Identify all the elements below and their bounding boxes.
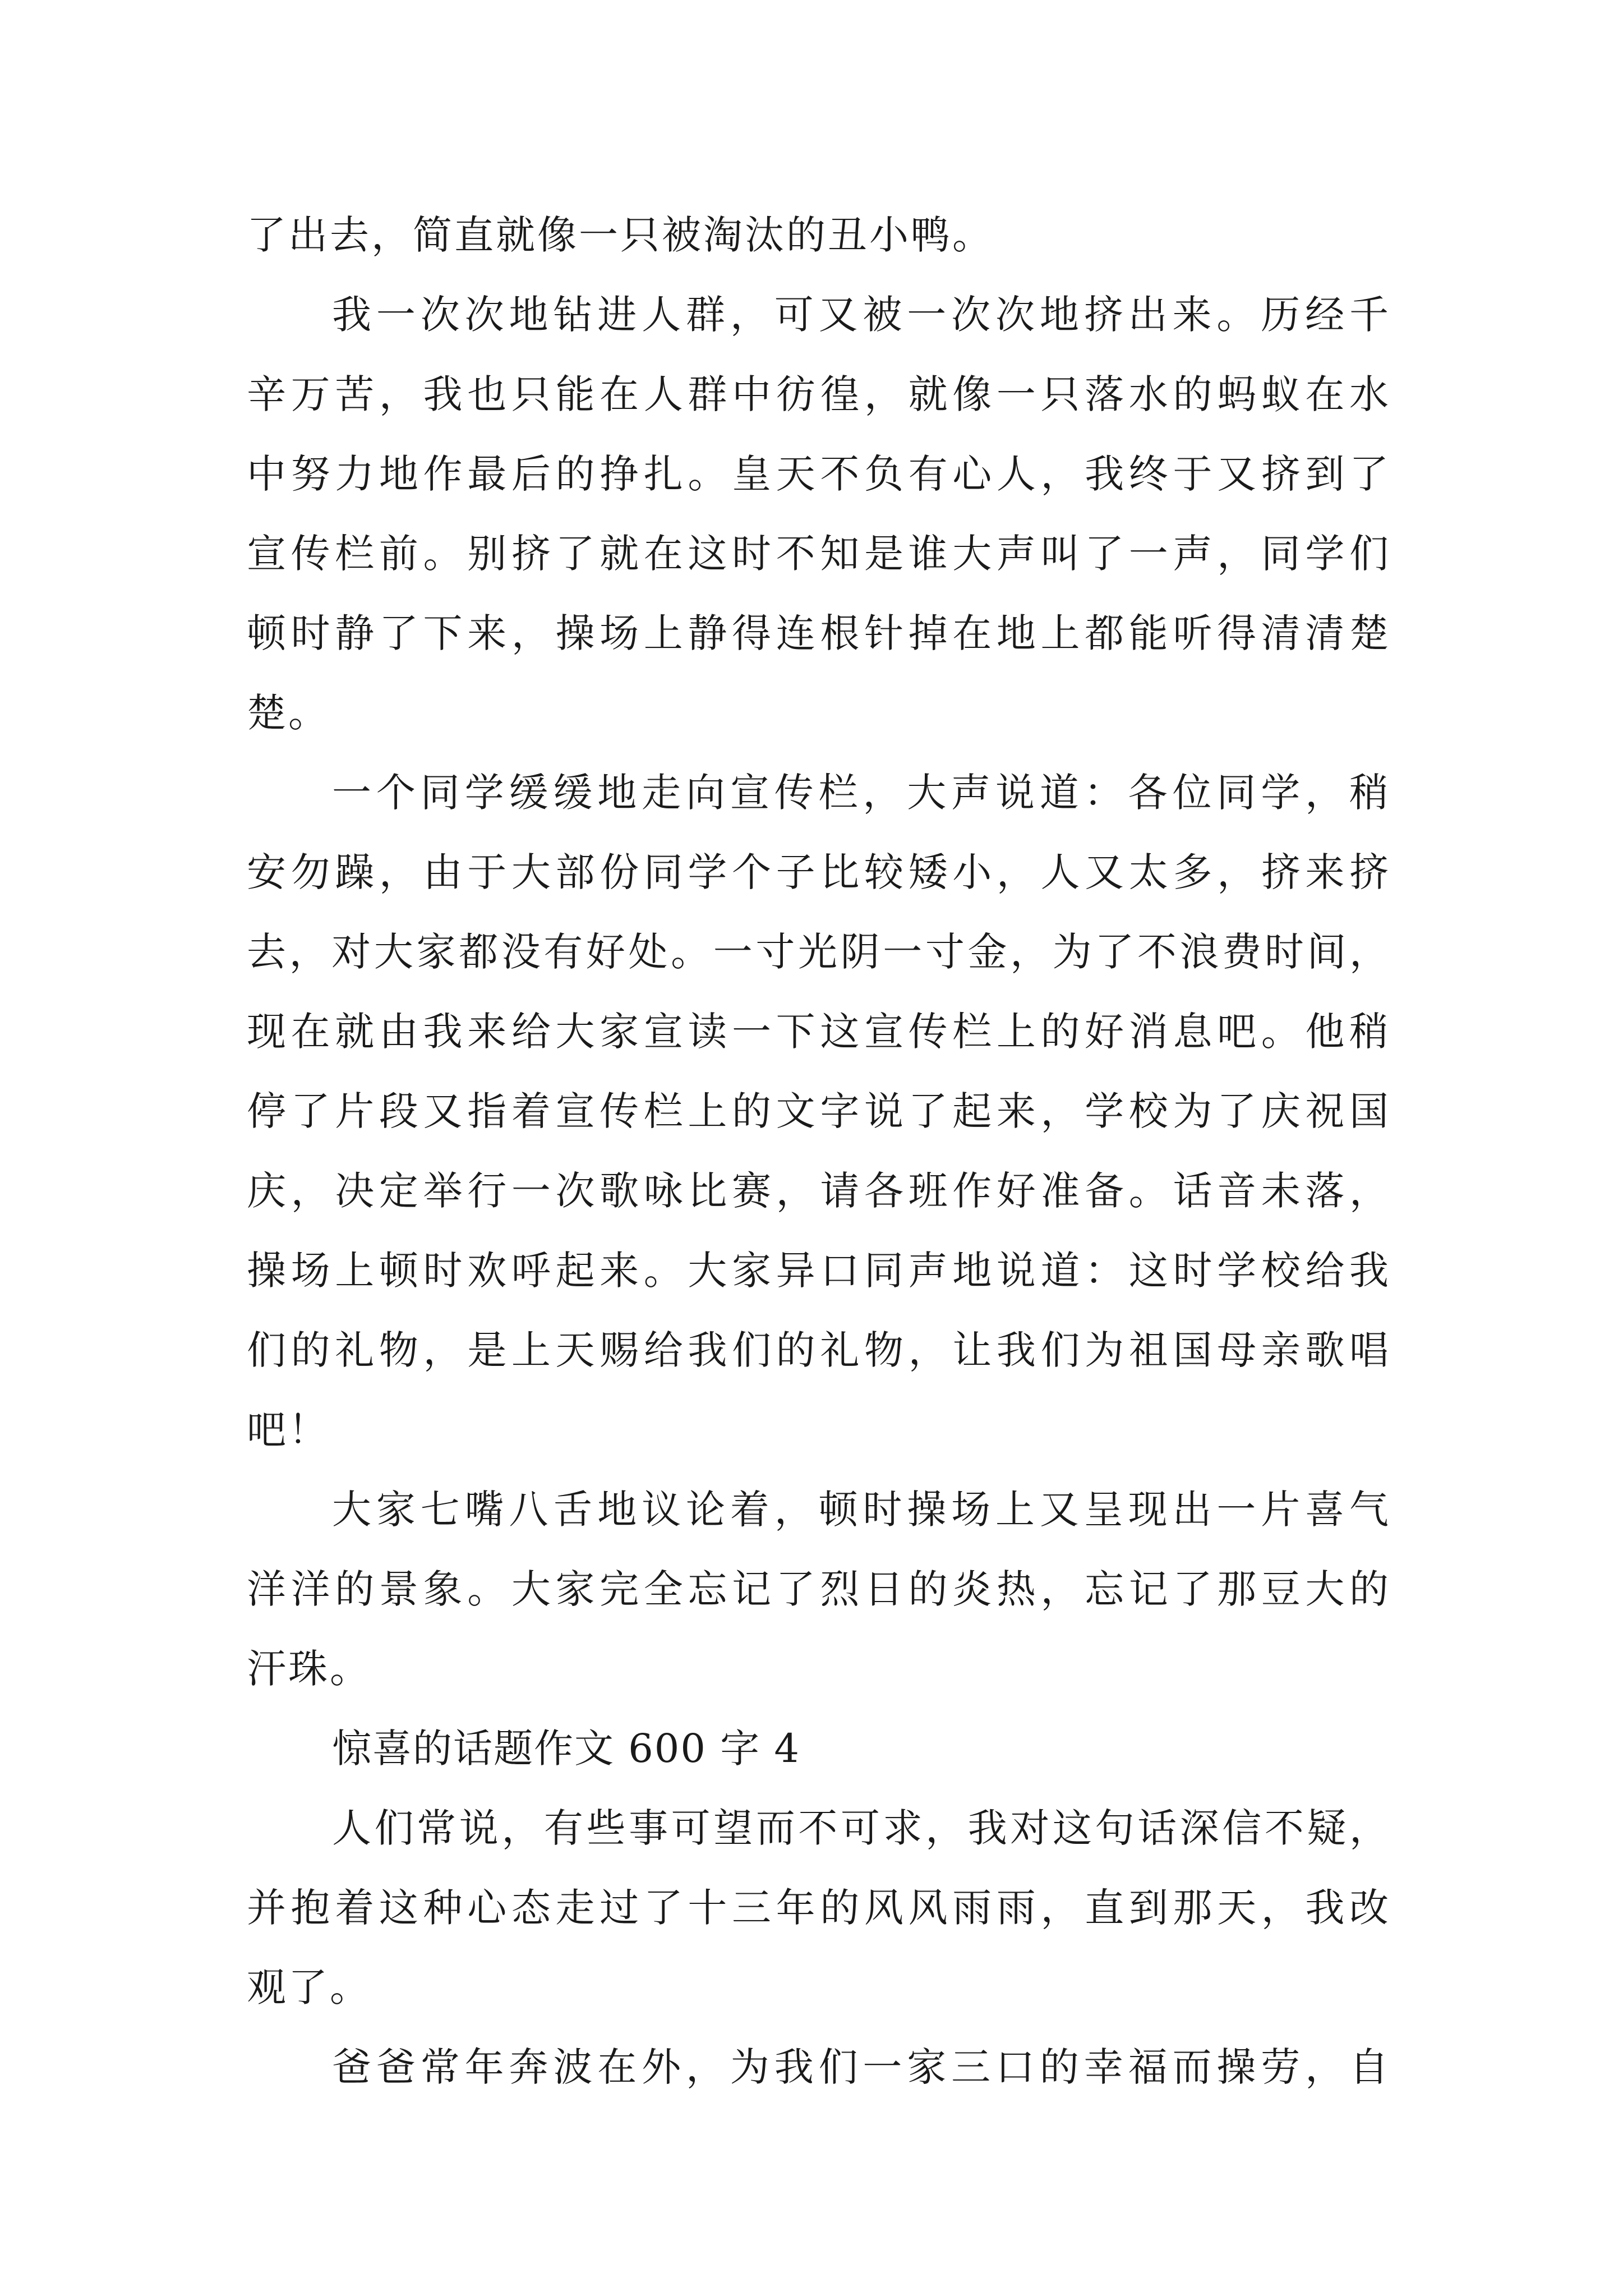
text-line: 辛万苦，我也只能在人群中彷徨，就像一只落水的蚂蚁在水 <box>247 371 1391 417</box>
text-line: 吧！ <box>247 1407 330 1453</box>
text-line: 安勿躁，由于大部份同学个子比较矮小，人又太多，挤来挤 <box>247 849 1391 895</box>
text-line: 顿时静了下来，操场上静得连根针掉在地上都能听得清清楚 <box>247 610 1391 656</box>
text-line: 楚。 <box>247 690 330 736</box>
text-line: 操场上顿时欢呼起来。大家异口同声地说道：这时学校给我 <box>247 1248 1391 1294</box>
text-line: 庆，决定举行一次歌咏比赛，请各班作好准备。话音未落， <box>247 1168 1391 1214</box>
text-line: 了出去，简直就像一只被淘汰的丑小鸭。 <box>247 212 994 258</box>
text-line: 现在就由我来给大家宣读一下这宣传栏上的好消息吧。他稍 <box>247 1009 1391 1055</box>
text-line: 观了。 <box>247 1964 371 2010</box>
text-line: 一个同学缓缓地走向宣传栏，大声说道：各位同学，稍 <box>332 770 1391 816</box>
text-line: 并抱着这种心态走过了十三年的风风雨雨，直到那天，我改 <box>247 1885 1391 1931</box>
text-line: 们的礼物，是上天赐给我们的礼物，让我们为祖国母亲歌唱 <box>247 1327 1391 1373</box>
text-line: 宣传栏前。别挤了就在这时不知是谁大声叫了一声，同学们 <box>247 531 1391 577</box>
text-line: 停了片段又指着宣传栏上的文字说了起来，学校为了庆祝国 <box>247 1088 1391 1134</box>
text-line: 爸爸常年奔波在外，为我们一家三口的幸福而操劳，自 <box>332 2044 1391 2090</box>
text-line: 中努力地作最后的挣扎。皇天不负有心人，我终于又挤到了 <box>247 451 1391 497</box>
text-line: 去，对大家都没有好处。一寸光阴一寸金，为了不浪费时间， <box>247 929 1391 975</box>
text-line: 洋洋的景象。大家完全忘记了烈日的炎热，忘记了那豆大的 <box>247 1566 1391 1612</box>
text-line: 人们常说，有些事可望而不可求，我对这句话深信不疑， <box>332 1805 1391 1851</box>
section-heading: 惊喜的话题作文 600 字 4 <box>332 1726 800 1772</box>
text-line: 汗珠。 <box>247 1646 371 1692</box>
text-line: 我一次次地钻进人群，可又被一次次地挤出来。历经千 <box>332 292 1391 338</box>
text-line: 大家七嘴八舌地议论着，顿时操场上又呈现出一片喜气 <box>332 1487 1391 1533</box>
body-text <box>247 195 1391 2107</box>
